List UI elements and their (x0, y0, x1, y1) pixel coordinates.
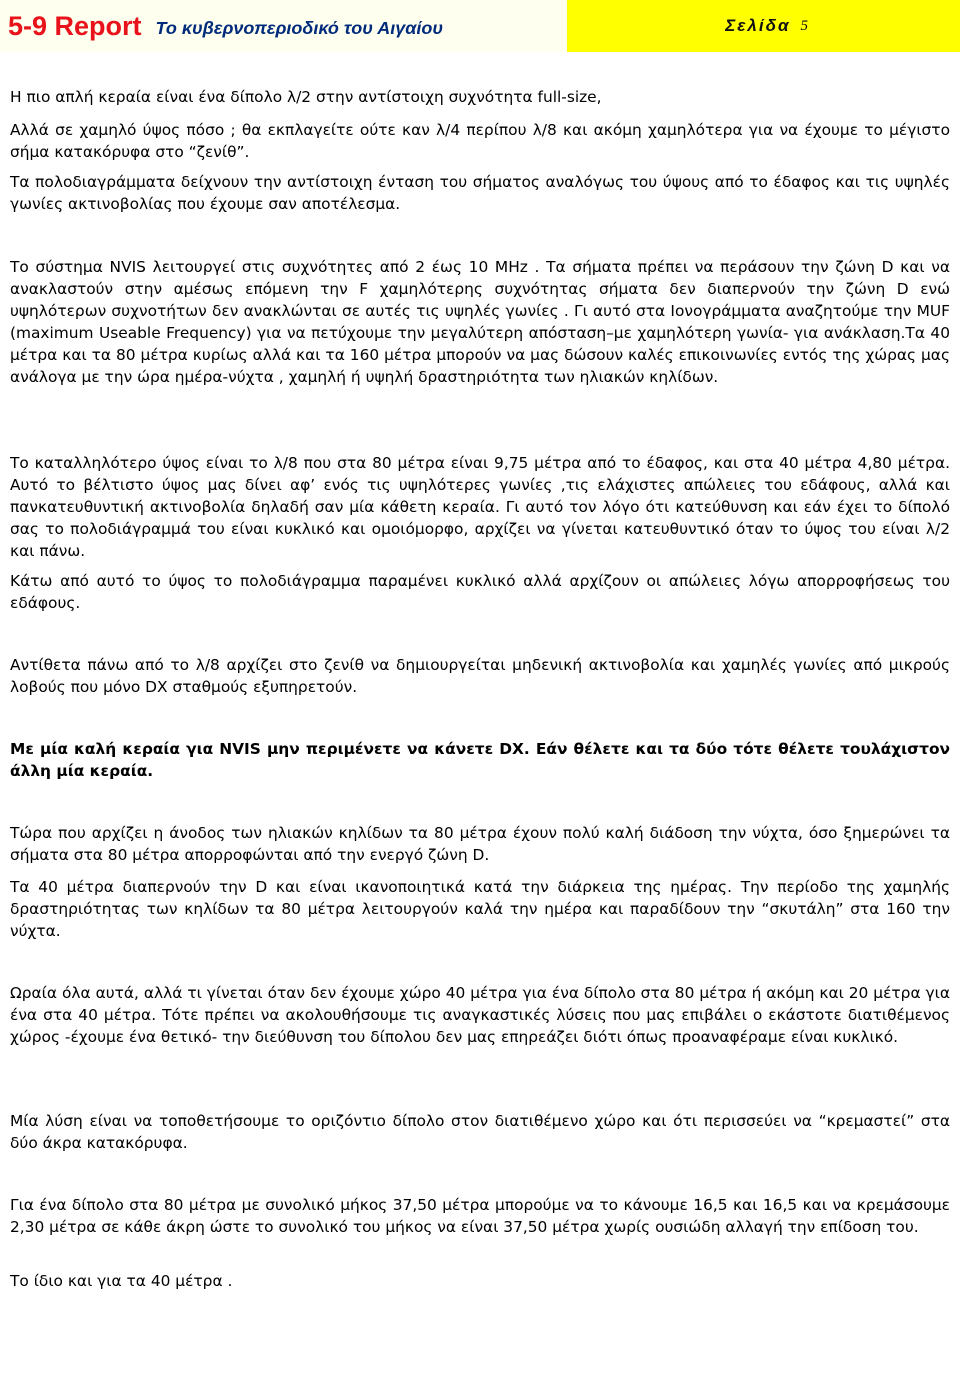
brand-title: 5-9 Report (8, 10, 142, 41)
paragraph-polar-diagrams: Τα πολοδιαγράμματα δείχνουν την αντίστοιχη ένταση του σήματος αναλόγως του ύψους από το έδαφος και τις υψηλές γωνίες ακτινοβολίας που έχουμε σαν αποτέλεσμα. (10, 173, 950, 213)
page-label: Σελίδα (725, 16, 791, 35)
magazine-subtitle: Το κυβερνοπεριοδικό του Αιγαίου (155, 17, 444, 38)
paragraph-height: Αλλά σε χαμηλό ύψος πόσο ; θα εκπλαγείτε ούτε καν λ/4 περίπου λ/8 και ακόμη χαμηλότερα για να έχουμε το μέγιστο σήμα κατακόρυφα στο “ζενίθ”. (10, 121, 950, 161)
paragraph-below-height: Κάτω από αυτό το ύψος το πολοδιάγραμμα παραμένει κυκλικό αλλά αρχίζουν οι απώλειες λόγω απορροφήσεως του εδάφους. (10, 572, 950, 612)
paragraph-nvis-system: Το σύστημα NVIS λειτουργεί στις συχνότητες από 2 έως 10 MHz . Τα σήματα πρέπει να περάσουν την ζώνη D και να ανακλαστούν στην αμέσως επόμενη την F χαμηλότερης συχνότητας σήματα δεν διαπερνούν την ζώνη D ενώ υψηλότερων συχνοτήτων δεν ανακλώνται σε αυτές τις υψηλές γωνίες . Γι αυτό στα Ιονογράμματα αναζητούμε την MUF (maximum Useable Frequency) για να πετύχουμε την μεγαλύτερη απόσταση–με χαμηλότερη γωνία- για ανάκλαση.Τα 40 μέτρα και τα 80 μέτρα κυρίως αλλά και τα 160 μέτρα μπορούν να μας δώσουν καλές επικοινωνίες εντός της χώρας μας ανάλογα με την ώρα ημέρα-νύχτα , χαμηλή ή υψηλή δραστηριότητα των ηλιακών κηλίδων. (10, 258, 950, 386)
paragraph-solution: Μία λύση είναι να τοποθετήσουμε το οριζόντιο δίπολο στον διατιθέμενο χώρο και ότι περισσεύει να “κρεμαστεί” στα δύο άκρα κατακόρυφα. (10, 1112, 950, 1152)
paragraph-optimal-height: Το καταλληλότερο ύψος είναι το λ/8 που στα 80 μέτρα είναι 9,75 μέτρα από το έδαφος, και στα 40 μέτρα 4,80 μέτρα. Αυτό το βέλτιστο ύψος μας δίνει αφ’ ενός τις υψηλότερες γωνίες ,τις ελάχιστες απώλειες του εδάφους, αλλά και πανκατευθυντική ακτινοβολία δηλαδή σαν μία κάθετη κεραία. Γι αυτό τον λόγο ότι κατεύθυνση και εάν έχει το δίπολό σας το πολοδιάγραμμά του είναι κυκλικό και ομοιόμορφο, αρχίζει να γίνεται κατευθυντικό όταν το ύψος του είναι λ/2 και πάνω. (10, 454, 950, 560)
header-title-area (0, 0, 567, 52)
page-number: 5 (800, 17, 808, 34)
paragraph-solar-rise: Τώρα που αρχίζει η άνοδος των ηλιακών κηλίδων τα 80 μέτρα έχουν πολύ καλή διάδοση την νύχτα, όσο ξημερώνει τα σήματα στα 80 μέτρα απορροφώνται από την ενεργό ζώνη D. (10, 824, 950, 864)
paragraph-40m-band: Τα 40 μέτρα διαπερνούν την D και είναι ικανοποιητικά κατά την διάρκεια της ημέρας. Την περίοδο της χαμηλής δραστηριότητας των κηλίδων τα 80 μέτρα λειτουργούν καλά την ημέρα και παραδίδουν την “σκυτάλη” στα 160 την νύχτα. (10, 878, 950, 940)
paragraph-80m-dipole: Για ένα δίπολο στα 80 μέτρα με συνολικό μήκος 37,50 μέτρα μπορούμε να το κάνουμε 16,5 και 16,5 και να κρεμάσουμε 2,30 μέτρα σε κάθε άκρη ώστε το συνολικό του μήκος να είναι 37,50 μέτρα χωρίς ουσιώδη αλλαγή την επίδοση του. (10, 1196, 950, 1236)
paragraph-dipole-intro: Η πιο απλή κεραία είναι ένα δίπολο λ/2 στην αντίστοιχη συχνότητα full-size, (10, 88, 602, 106)
paragraph-above-height: Αντίθετα πάνω από το λ/8 αρχίζει στο ζενίθ να δημιουργείται μηδενική ακτινοβολία και χαμηλές γωνίες από μικρούς λοβούς που μόνο DX σταθμούς εξυπηρετούν. (10, 656, 950, 696)
paragraph-limited-space: Ωραία όλα αυτά, αλλά τι γίνεται όταν δεν έχουμε χώρο 40 μέτρα για ένα δίπολο στα 80 μέτρα ή ακόμη και 20 μέτρα για ένα στα 40 μέτρα. Τότε πρέπει να ακολουθήσουμε τις αναγκαστικές λύσεις που μας επιβάλει ο εκάστοτε διατιθέμενος χώρος -έχουμε ένα θετικό- την διεύθυνση του δίπολου δεν μας επηρεάζει διότι όπως προαναφέραμε είναι κυκλικό. (10, 984, 950, 1046)
page-header (0, 0, 960, 52)
paragraph-40m-same: Το ίδιο και για τα 40 μέτρα . (10, 1272, 233, 1290)
page-indicator (567, 0, 960, 52)
paragraph-dx-note: Με μία καλή κεραία για NVIS μην περιμένετε να κάνετε DX. Εάν θέλετε και τα δύο τότε θέλετε τουλάχιστον άλλη μία κεραία. (10, 740, 950, 780)
